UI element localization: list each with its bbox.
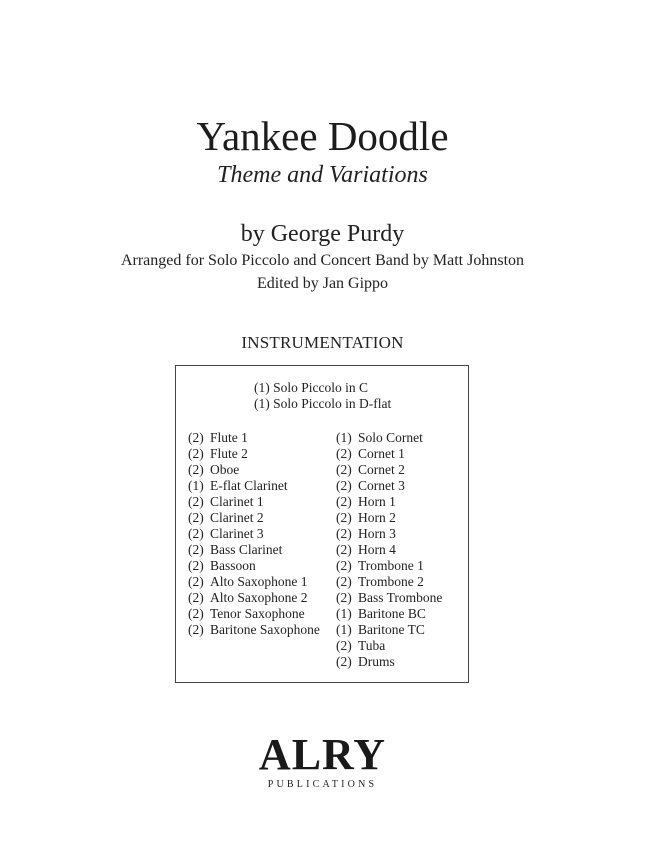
instrument-quantity: (2) <box>336 510 352 525</box>
instrument-name: Cornet 2 <box>358 462 405 477</box>
instrument-quantity: (2) <box>188 574 204 589</box>
instrument-name: Horn 2 <box>358 510 396 525</box>
editor-credit: Edited by Jan Gippo <box>256 275 389 292</box>
instrument-quantity: (2) <box>188 542 204 557</box>
instrument-name: Clarinet 1 <box>210 494 264 509</box>
instrument-name: Horn 1 <box>358 494 396 509</box>
instrument-name: Oboe <box>210 462 240 477</box>
instrument-name: Bass Trombone <box>358 590 443 605</box>
instrument-item <box>336 622 442 638</box>
instrument-quantity: (1) <box>188 478 204 493</box>
instrument-item <box>188 478 320 494</box>
instrument-name: E-flat Clarinet <box>210 478 288 493</box>
instrument-name: Baritone Saxophone <box>210 622 320 637</box>
instrument-item <box>336 638 442 654</box>
solo-instrument-item: (1) Solo Piccolo in D-flat <box>254 396 392 411</box>
instrument-item <box>188 590 320 606</box>
instrument-item <box>336 478 442 494</box>
instrument-quantity: (2) <box>336 478 352 493</box>
instrument-quantity: (2) <box>188 590 204 605</box>
instrument-item <box>336 526 442 542</box>
instrument-quantity: (2) <box>188 622 204 637</box>
instrument-name: Cornet 1 <box>358 446 405 461</box>
instrument-item <box>188 606 320 622</box>
page-subtitle: Theme and Variations <box>217 162 428 188</box>
instrument-quantity: (2) <box>336 638 352 653</box>
instrument-name: Tuba <box>358 638 386 653</box>
instrument-quantity: (2) <box>188 526 204 541</box>
instrument-quantity: (2) <box>188 494 204 509</box>
instrument-item <box>188 526 320 542</box>
instrument-quantity: (2) <box>336 494 352 509</box>
instrument-item <box>336 462 442 478</box>
instrument-name: Solo Cornet <box>358 430 423 445</box>
instrument-item <box>188 446 320 462</box>
instrument-list-right <box>336 430 442 670</box>
instrument-name: Tenor Saxophone <box>210 606 305 621</box>
instrument-item <box>336 430 442 446</box>
instrument-item <box>188 510 320 526</box>
instrument-quantity: (2) <box>336 558 352 573</box>
instrument-name: Baritone TC <box>358 622 425 637</box>
page-title: Yankee Doodle <box>196 113 449 159</box>
publisher-logo-word: ALRY <box>258 730 387 779</box>
instrument-quantity: (2) <box>336 526 352 541</box>
instrument-name: Bass Clarinet <box>210 542 283 557</box>
instrument-item <box>336 446 442 462</box>
instrument-item <box>336 606 442 622</box>
instrument-name: Alto Saxophone 2 <box>210 590 308 605</box>
publisher-logo <box>0 732 645 792</box>
instrument-quantity: (2) <box>188 558 204 573</box>
instrument-name: Flute 1 <box>210 430 248 445</box>
solo-instrument-item: (1) Solo Piccolo in C <box>254 380 368 395</box>
instrument-quantity: (1) <box>336 430 352 445</box>
instrument-item <box>336 654 442 670</box>
instrument-item <box>188 558 320 574</box>
instrument-item <box>188 622 320 638</box>
instrument-item <box>188 574 320 590</box>
instrument-name: Clarinet 3 <box>210 526 264 541</box>
instrument-quantity: (2) <box>336 590 352 605</box>
instrument-item <box>188 542 320 558</box>
instrument-name: Cornet 3 <box>358 478 405 493</box>
instrument-quantity: (2) <box>188 462 204 477</box>
instrument-name: Clarinet 2 <box>210 510 264 525</box>
instrument-item <box>188 494 320 510</box>
instrument-name: Horn 3 <box>358 526 396 541</box>
instrument-name: Alto Saxophone 1 <box>210 574 308 589</box>
instrument-quantity: (2) <box>336 446 352 461</box>
instrument-quantity: (2) <box>336 574 352 589</box>
instrument-item <box>188 462 320 478</box>
instrumentation-heading: INSTRUMENTATION <box>241 333 404 352</box>
instrument-name: Baritone BC <box>358 606 426 621</box>
instrument-quantity: (1) <box>336 622 352 637</box>
instrument-item <box>188 430 320 446</box>
instrument-list-left <box>188 430 320 638</box>
instrument-item <box>336 558 442 574</box>
instrument-quantity: (2) <box>336 542 352 557</box>
instrument-name: Bassoon <box>210 558 256 573</box>
instrument-quantity: (2) <box>336 462 352 477</box>
instrument-quantity: (2) <box>188 446 204 461</box>
instrument-name: Trombone 2 <box>358 574 424 589</box>
instrument-name: Horn 4 <box>358 542 396 557</box>
instrument-quantity: (2) <box>188 606 204 621</box>
instrument-name: Trombone 1 <box>358 558 424 573</box>
instrument-item <box>336 590 442 606</box>
publisher-logo-subtitle: PUBLICATIONS <box>267 779 378 790</box>
instrument-name: Drums <box>358 654 395 669</box>
instrument-quantity: (2) <box>188 430 204 445</box>
instrument-item <box>336 542 442 558</box>
instrument-quantity: (2) <box>336 654 352 669</box>
instrument-item <box>336 494 442 510</box>
instrument-item <box>336 510 442 526</box>
instrument-quantity: (1) <box>336 606 352 621</box>
instrument-quantity: (2) <box>188 510 204 525</box>
arranger-credit: Arranged for Solo Piccolo and Concert Band by Matt Johnston <box>120 252 525 269</box>
solo-instrument-list <box>254 380 391 412</box>
instrumentation-box <box>175 365 469 683</box>
instrument-item <box>336 574 442 590</box>
instrument-name: Flute 2 <box>210 446 248 461</box>
composer-credit: by George Purdy <box>240 221 405 247</box>
